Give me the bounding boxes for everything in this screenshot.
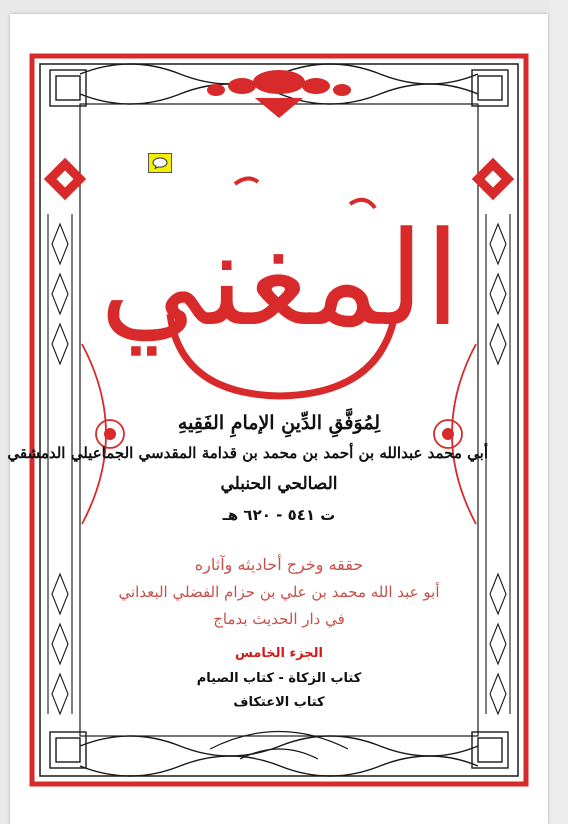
editor-line-1: حققه وخرج أحاديثه وآثاره — [194, 555, 364, 574]
editor-line-3: في دار الحديث بدماج — [213, 610, 345, 628]
viewer-scrollbar[interactable] — [550, 0, 568, 824]
books-line-1: كتاب الزكاة - كتاب الصيام — [196, 671, 362, 686]
author-line-1: لِمُوَفَّقِ الدِّينِ الإمامِ الفَقِيهِ — [177, 412, 381, 434]
pdf-page — [7, 14, 548, 824]
author-line-3: الصالحي الحنبلي — [220, 474, 338, 494]
author-dates: ت ٥٤١ - ٦٢٠ هـ — [222, 506, 336, 524]
author-line-2: أبي محمد عبدالله بن أحمد بن محمد بن قدامة المقدسي الجماعيلي الدمشقي — [7, 444, 488, 462]
books-line-2: كتاب الاعتكاف — [233, 695, 325, 710]
volume-label: الجزء الخامس — [235, 646, 323, 661]
book-title-text: المغني — [99, 203, 461, 355]
editor-line-2: أبو عبد الله محمد بن علي بن حزام الفضلي البعداني — [118, 583, 440, 601]
book-title — [99, 164, 461, 394]
